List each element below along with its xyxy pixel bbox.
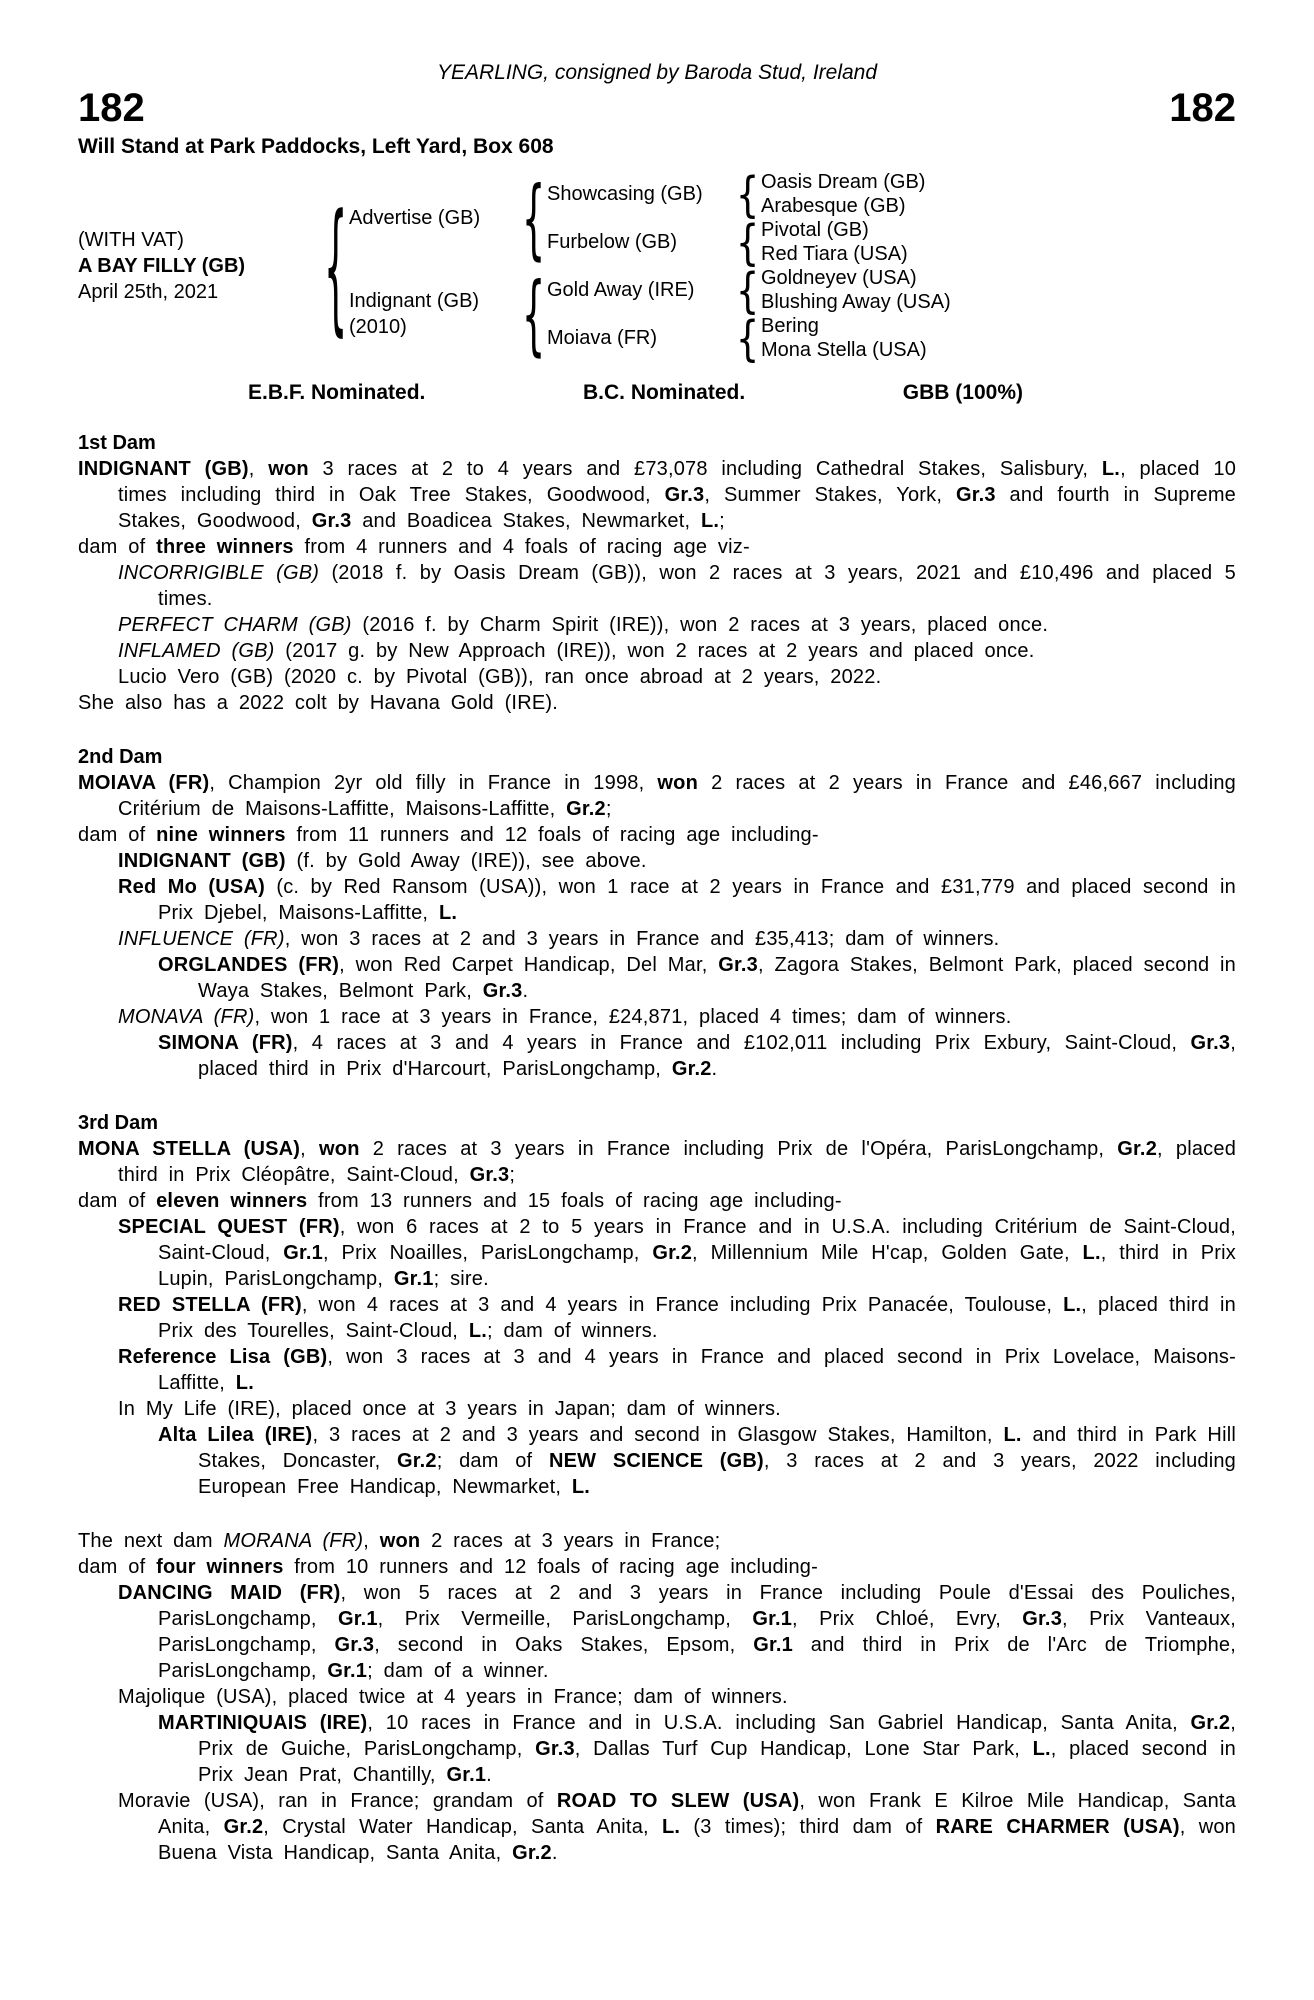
text-segment: dam of (78, 536, 157, 558)
text-segment: MORANA (FR) (223, 1530, 364, 1552)
text-segment: and fourth in Supreme Stakes, Goodwood, (118, 484, 1236, 532)
ebf-nomination: E.B.F. Nominated. (248, 381, 426, 404)
text-segment: Gr.1 (446, 1764, 487, 1786)
text-segment: and Boadicea Stakes, Newmarket, (351, 510, 701, 532)
text-segment: , placed third in Prix Cléopâtre, Saint-Cloud, (118, 1138, 1237, 1186)
text-segment: . (711, 1058, 718, 1080)
dam-dam-block (547, 309, 951, 367)
text-segment: INCORRIGIBLE (GB) (118, 562, 320, 584)
sire-sire-block (547, 165, 926, 223)
text-segment: Lucio Vero (GB) (2020 c. by Pivotal (GB)), ran once abroad at 2 years, 2022. (118, 666, 882, 688)
pedigree-paragraph (78, 822, 1236, 848)
text-segment: Gr.3 (469, 1164, 510, 1186)
dam-sire-name: Gold Away (IRE) (547, 279, 695, 301)
text-segment: , won 3 races at 2 and 3 years in France and £35,413; dam of winners. (284, 928, 1000, 950)
sire-name: Advertise (GB) (349, 207, 481, 229)
text-segment: L. (1032, 1738, 1051, 1760)
text-segment: Red Mo (USA) (118, 876, 265, 898)
text-segment: ORGLANDES (FR) (158, 954, 340, 976)
sire-grandparents-column (547, 165, 926, 271)
text-segment: , Dallas Turf Cup Handicap, Lone Star Park, (574, 1738, 1033, 1760)
text-segment: L. (1082, 1242, 1101, 1264)
lot-number-left: 182 (78, 86, 145, 130)
text-segment: Gr.1 (327, 1660, 368, 1682)
text-segment: 2 races at 2 years in France and £46,667 including Critérium de Maisons-Laffitte, Maisons-Laffitte, (118, 772, 1236, 820)
pedigree-paragraph (78, 1292, 1236, 1344)
text-segment: (2016 f. by Charm Spirit (IRE)), won 2 races at 3 years, placed once. (351, 614, 1049, 636)
text-segment: ; sire. (433, 1268, 489, 1290)
text-segment: MOIAVA (FR) (78, 772, 210, 794)
text-segment: , Prix Noailles, ParisLongchamp, (322, 1242, 653, 1264)
text-segment: , Champion 2yr old filly in France in 1998, (209, 772, 658, 794)
text-segment: INFLUENCE (FR) (118, 928, 285, 950)
text-segment: L. (468, 1320, 487, 1342)
text-segment: , second in Oaks Stakes, Epsom, (374, 1634, 754, 1656)
text-segment: , Zagora Stakes, Belmont Park, placed second in Waya Stakes, Belmont Park, (198, 954, 1237, 1002)
text-segment: Gr.1 (393, 1268, 434, 1290)
text-segment: Gr.3 (334, 1634, 375, 1656)
text-segment: from 11 runners and 12 foals of racing age including- (285, 824, 819, 846)
gbb-status: GBB (100%) (902, 381, 1023, 404)
text-segment: won (379, 1530, 421, 1552)
sire-block (349, 165, 951, 271)
text-segment: MONA STELLA (USA) (78, 1138, 301, 1160)
sire-sire-brace-icon (735, 165, 761, 223)
text-segment: Gr.3 (664, 484, 705, 506)
text-segment: Moravie (USA), ran in France; grandam of (118, 1790, 557, 1812)
dam-dam-sire-name: Bering (761, 315, 819, 337)
text-segment: ; (509, 1164, 516, 1186)
text-segment: Gr.1 (283, 1242, 323, 1264)
text-segment: , won Red Carpet Handicap, Del Mar, (339, 954, 719, 976)
text-segment: MONAVA (FR) (118, 1006, 255, 1028)
brace-glyph: { (324, 182, 348, 350)
sire-sire-name: Showcasing (GB) (547, 183, 703, 205)
horse-identity (78, 227, 323, 305)
sire-dam-dam-name: Red Tiara (USA) (761, 243, 908, 265)
dam-year: (2010) (349, 316, 407, 338)
section-heading: 2nd Dam (78, 746, 163, 768)
text-segment: L. (235, 1372, 254, 1394)
text-segment: . (486, 1764, 492, 1786)
text-segment: , Crystal Water Handicap, Santa Anita, (263, 1816, 662, 1838)
text-segment: , placed 10 times including third in Oak Tree Stakes, Goodwood, (118, 458, 1237, 506)
sire-dam-parents (761, 218, 908, 266)
pedigree-paragraph (78, 690, 1236, 716)
catalogue-page (78, 60, 1236, 1866)
foal-date: April 25th, 2021 (78, 281, 219, 303)
sire-dam-brace-icon (735, 213, 761, 271)
brace-glyph: { (736, 309, 760, 367)
text-segment: Reference Lisa (GB) (118, 1346, 328, 1368)
text-segment: , (363, 1530, 380, 1552)
text-segment: , Prix Vanteaux, ParisLongchamp, (158, 1608, 1236, 1656)
text-segment: . (551, 1842, 558, 1864)
text-segment: PERFECT CHARM (GB) (118, 614, 352, 636)
text-segment: ; (605, 798, 612, 820)
dam-grandparents-column (547, 261, 951, 367)
text-segment: Gr.2 (223, 1816, 264, 1838)
text-segment: SPECIAL QUEST (FR) (118, 1216, 340, 1238)
text-segment: Gr.3 (955, 484, 996, 506)
text-segment: L. (1003, 1424, 1022, 1446)
brace-glyph: { (736, 261, 760, 319)
brace-glyph: { (736, 213, 760, 271)
text-segment: eleven winners (156, 1190, 308, 1212)
text-segment: from 4 runners and 4 foals of racing age viz- (293, 536, 750, 558)
text-segment: L. (571, 1476, 591, 1498)
sire-sire-sire-name: Oasis Dream (GB) (761, 171, 926, 193)
pedigree-table (78, 165, 1236, 367)
dam-dam-parents (761, 314, 927, 362)
text-segment: Gr.3 (482, 980, 523, 1002)
dam-sire-sire-name: Goldneyev (USA) (761, 267, 917, 289)
pedigree-paragraph (78, 1684, 1236, 1710)
text-segment: (f. by Gold Away (IRE)), see above. (285, 850, 647, 872)
text-segment: , 4 races at 3 and 4 years in France and £102,011 including Prix Exbury, Saint-Cloud, (292, 1032, 1191, 1054)
text-segment: , (248, 458, 269, 480)
dam-dam-dam-name: Mona Stella (USA) (761, 339, 927, 361)
text-segment: L. (1063, 1294, 1082, 1316)
dam-section (78, 1110, 1236, 1500)
text-segment: NEW SCIENCE (GB) (548, 1450, 764, 1472)
stand-location: Will Stand at Park Paddocks, Left Yard, Box 608 (78, 135, 554, 158)
pedigree-paragraph (78, 952, 1236, 1004)
brace-glyph: { (522, 262, 546, 366)
text-segment: won (268, 458, 309, 480)
dam-block (349, 261, 951, 367)
text-segment: , won Buena Vista Handicap, Santa Anita, (158, 1816, 1236, 1864)
pedigree-paragraph (78, 1422, 1236, 1500)
text-segment: nine winners (156, 824, 286, 846)
text-segment: The next dam (78, 1530, 224, 1552)
pedigree-paragraph (78, 612, 1236, 638)
pedigree-paragraph (78, 874, 1236, 926)
dam-sire-block (547, 261, 951, 319)
text-segment: MARTINIQUAIS (IRE) (158, 1712, 368, 1734)
text-segment: 2 races at 3 years in France including Prix de l'Opéra, ParisLongchamp, (359, 1138, 1118, 1160)
text-segment: from 13 runners and 15 foals of racing age including- (307, 1190, 842, 1212)
parents-column (349, 165, 951, 367)
dam-name: Indignant (GB) (349, 290, 480, 312)
text-segment: Gr.3 (1190, 1032, 1231, 1054)
text-segment: In My Life (IRE), placed once at 3 years in Japan; dam of winners. (118, 1398, 781, 1420)
text-segment: , Prix Chloé, Evry, (792, 1608, 1023, 1630)
sire-dam-name: Furbelow (GB) (547, 231, 678, 253)
text-segment: ; dam of a winner. (367, 1660, 549, 1682)
text-segment: Majolique (USA), placed twice at 4 years in France; dam of winners. (118, 1686, 788, 1708)
text-segment: 2 races at 3 years in France; (420, 1530, 721, 1552)
text-segment: RED STELLA (FR) (118, 1294, 302, 1316)
text-segment: INDIGNANT (GB) (78, 458, 249, 480)
nominations-row (248, 380, 1023, 406)
dam-dam-brace-icon (735, 309, 761, 367)
text-segment: RARE CHARMER (USA) (935, 1816, 1180, 1838)
text-segment: ; dam of (436, 1450, 549, 1472)
text-segment: , won 1 race at 3 years in France, £24,871, placed 4 times; dam of winners. (254, 1006, 1012, 1028)
text-segment: , Prix Vermeille, ParisLongchamp, (377, 1608, 753, 1630)
text-segment: Gr.1 (337, 1608, 378, 1630)
text-segment: and third in Prix de l'Arc de Triomphe, ParisLongchamp, (158, 1634, 1236, 1682)
dam-section (78, 430, 1236, 716)
text-segment: , won 4 races at 3 and 4 years in France including Prix Panacée, Toulouse, (301, 1294, 1064, 1316)
text-segment: Gr.3 (1022, 1608, 1063, 1630)
text-segment: , Prix de Guiche, ParisLongchamp, (198, 1712, 1236, 1760)
text-segment: ; dam of winners. (487, 1320, 658, 1342)
text-segment: SIMONA (FR) (158, 1032, 293, 1054)
pedigree-brace-main-icon (323, 182, 349, 350)
brace-glyph: { (522, 166, 546, 270)
text-segment: Gr.2 (1117, 1138, 1158, 1160)
pedigree-paragraph (78, 534, 1236, 560)
sire-brace-icon (521, 166, 547, 270)
text-segment: three winners (156, 536, 294, 558)
lot-number-right: 182 (1169, 86, 1236, 130)
text-segment: Gr.2 (671, 1058, 712, 1080)
lot-number-row (78, 86, 1236, 130)
pedigree-paragraph (78, 1710, 1236, 1788)
text-segment: Gr.3 (718, 954, 758, 976)
section-heading: 1st Dam (78, 432, 156, 454)
sire-sire-dam-name: Arabesque (GB) (761, 195, 906, 217)
text-segment: won (319, 1138, 360, 1160)
dam-sire-dam-name: Blushing Away (USA) (761, 291, 951, 313)
pedigree-paragraph (78, 1030, 1236, 1082)
pedigree-paragraph (78, 926, 1236, 952)
text-segment: Gr.2 (566, 798, 606, 820)
pedigree-paragraph (78, 638, 1236, 664)
pedigree-paragraph (78, 456, 1236, 534)
text-segment: ROAD TO SLEW (USA) (556, 1790, 800, 1812)
text-segment: Gr.2 (1190, 1712, 1231, 1734)
sire-sire-parents (761, 170, 925, 218)
text-segment: L. (1101, 458, 1121, 480)
dam-section (78, 744, 1236, 1082)
vat-note: (WITH VAT) (78, 229, 184, 251)
text-segment: She also has a 2022 colt by Havana Gold (IRE). (78, 692, 558, 714)
text-segment: , placed third in Prix des Tourelles, Saint-Cloud, (158, 1294, 1236, 1342)
section-heading: 3rd Dam (78, 1112, 159, 1134)
sire-dam-sire-name: Pivotal (GB) (761, 219, 869, 241)
text-segment: , won 6 races at 2 to 5 years in France and in U.S.A. including Critérium de Saint-Cloud, Saint-Cloud, (158, 1216, 1236, 1264)
text-segment: , won 3 races at 3 and 4 years in France and placed second in Prix Lovelace, Maisons-Laffitte, (158, 1346, 1236, 1394)
dam-brace-icon (521, 262, 547, 366)
text-segment: (3 times); third dam of (680, 1816, 936, 1838)
text-segment: , 3 races at 2 and 3 years and second in Glasgow Stakes, Hamilton, (312, 1424, 1004, 1446)
text-segment: from 10 runners and 12 foals of racing age including- (283, 1556, 818, 1578)
text-segment: four winners (156, 1556, 284, 1578)
text-segment: ; (719, 510, 725, 532)
pedigree-details (78, 430, 1236, 1866)
pedigree-paragraph (78, 1004, 1236, 1030)
text-segment: , 10 races in France and in U.S.A. including San Gabriel Handicap, Santa Anita, (367, 1712, 1191, 1734)
text-segment: , third in Prix Lupin, ParisLongchamp, (158, 1242, 1236, 1290)
text-segment: . (522, 980, 529, 1002)
text-segment: 3 races at 2 to 4 years and £73,078 including Cathedral Stakes, Salisbury, (308, 458, 1102, 480)
pedigree-paragraph (78, 1396, 1236, 1422)
horse-name: A BAY FILLY (GB) (78, 255, 246, 277)
dam-sire-parents (761, 266, 951, 314)
text-segment: L. (438, 902, 458, 924)
text-segment: (2017 g. by New Approach (IRE)), won 2 races at 2 years and placed once. (274, 640, 1035, 662)
consignment-line: YEARLING, consigned by Baroda Stud, Ireland (436, 61, 878, 84)
pedigree-paragraph (78, 560, 1236, 612)
pedigree-paragraph (78, 1344, 1236, 1396)
pedigree-paragraph (78, 1554, 1236, 1580)
bc-nomination: B.C. Nominated. (582, 381, 746, 404)
text-segment: dam of (78, 824, 157, 846)
text-segment: (2018 f. by Oasis Dream (GB)), won 2 races at 3 years, 2021 and £10,496 and placed 5 times. (158, 562, 1236, 610)
text-segment: Gr.2 (396, 1450, 437, 1472)
text-segment: dam of (78, 1190, 157, 1212)
pedigree-paragraph (78, 1580, 1236, 1684)
text-segment: Gr.1 (753, 1634, 793, 1656)
text-segment: DANCING MAID (FR) (118, 1582, 341, 1604)
text-segment: (c. by Red Ransom (USA)), won 1 race at 2 years in France and £31,779 and placed second in Prix Djebel, Maisons-Laffitte, (158, 876, 1236, 924)
text-segment: , Millennium Mile H'cap, Golden Gate, (692, 1242, 1083, 1264)
pedigree-paragraph (78, 1528, 1236, 1554)
dam-section (78, 1528, 1236, 1866)
pedigree-paragraph (78, 770, 1236, 822)
sire-dam-block (547, 213, 925, 271)
text-segment: Gr.3 (535, 1738, 575, 1760)
brace-glyph: { (736, 165, 760, 223)
dam (349, 266, 521, 362)
pedigree-paragraph (78, 1188, 1236, 1214)
text-segment: L. (700, 510, 720, 532)
pedigree-paragraph (78, 664, 1236, 690)
dam-sire-brace-icon (735, 261, 761, 319)
text-segment: L. (662, 1816, 681, 1838)
sire (349, 170, 521, 266)
text-segment: , placed third in Prix d'Harcourt, ParisLongchamp, (198, 1032, 1237, 1080)
text-segment: , won Frank E Kilroe Mile Handicap, Santa Anita, (158, 1790, 1237, 1838)
text-segment: Alta Lilea (IRE) (158, 1424, 313, 1446)
text-segment: Gr.2 (512, 1842, 552, 1864)
text-segment: INDIGNANT (GB) (118, 850, 286, 872)
text-segment: Gr.1 (752, 1608, 793, 1630)
pedigree-paragraph (78, 1214, 1236, 1292)
text-segment: Gr.3 (311, 510, 352, 532)
text-segment: , won 5 races at 2 and 3 years in France including Poule d'Essai des Pouliches, ParisLongchamp, (158, 1582, 1236, 1630)
pedigree-paragraph (78, 848, 1236, 874)
text-segment: , 3 races at 2 and 3 years, 2022 including European Free Handicap, Newmarket, (198, 1450, 1237, 1498)
text-segment: won (657, 772, 699, 794)
text-segment: dam of (78, 1556, 157, 1578)
text-segment: , (300, 1138, 320, 1160)
pedigree-paragraph (78, 1788, 1236, 1866)
text-segment: and third in Park Hill Stakes, Doncaster, (198, 1424, 1237, 1472)
text-segment: INFLAMED (GB) (118, 640, 275, 662)
text-segment: , placed second in Prix Jean Prat, Chantilly, (198, 1738, 1236, 1786)
text-segment: Gr.2 (652, 1242, 693, 1264)
pedigree-paragraph (78, 1136, 1236, 1188)
text-segment: , Summer Stakes, York, (704, 484, 956, 506)
dam-dam-name: Moiava (FR) (547, 327, 658, 349)
